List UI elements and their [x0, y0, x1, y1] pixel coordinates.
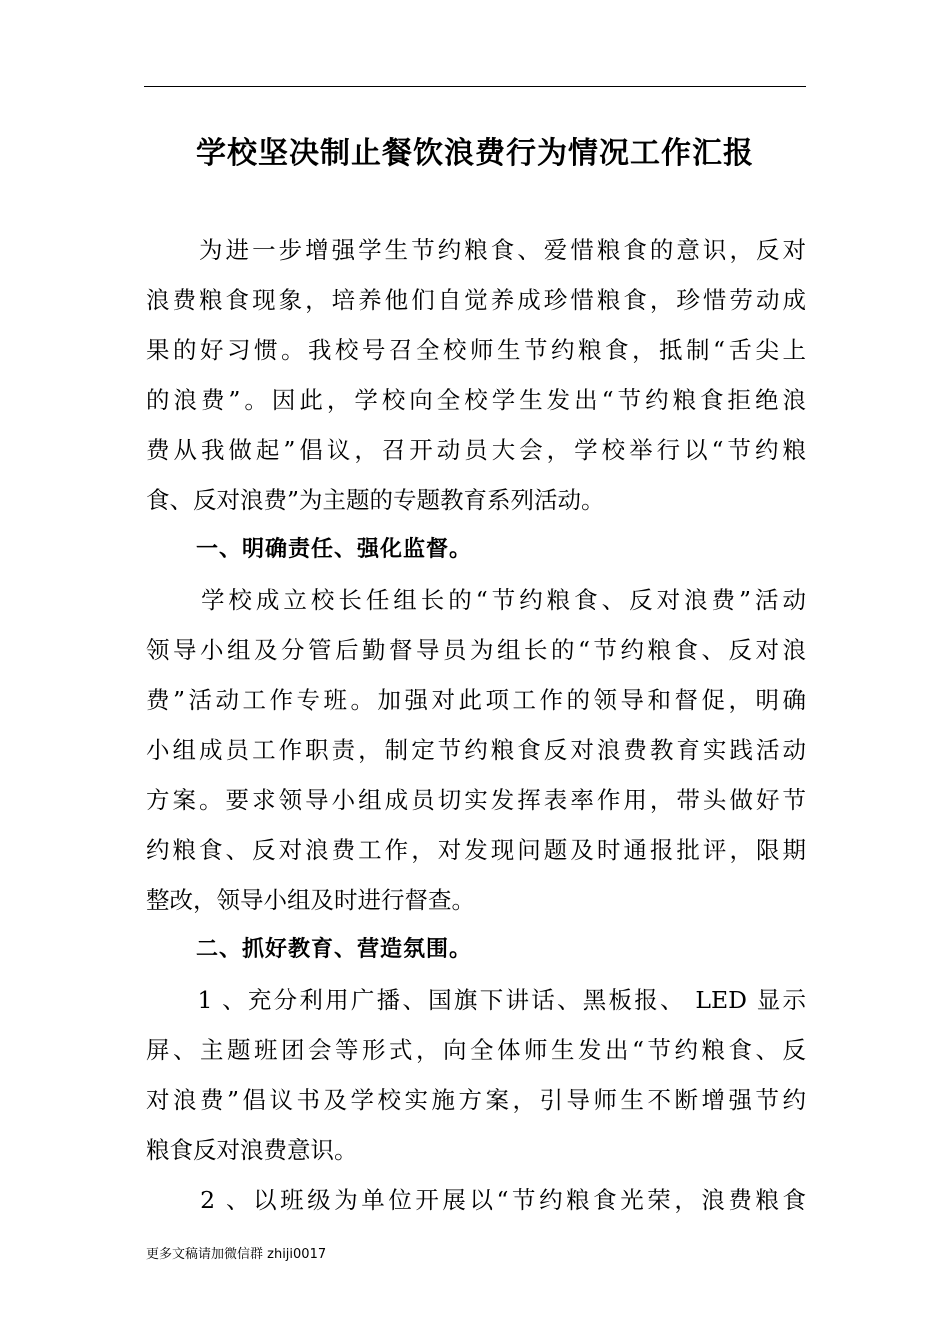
paragraph-1-line: 费从我做起”倡议，召开动员大会，学校举行以“节约粮 — [146, 436, 806, 464]
document-title: 学校坚决制止餐饮浪费行为情况工作汇报 — [196, 136, 754, 171]
section-heading-2: 二、抓好教育、营造氛围。 — [196, 937, 473, 962]
paragraph-2-line: 约粮食、反对浪费工作，对发现问题及时通报批评，限期 — [146, 836, 806, 864]
paragraph-2-line: 学校成立校长任组长的“节约粮食、反对浪费”活动 — [146, 586, 806, 614]
paragraph-3-line: 粮食反对浪费意识。 — [146, 1136, 358, 1164]
header-rule — [144, 86, 806, 87]
paragraph-1-line: 果的好习惯。我校号召全校师生节约粮食，抵制“舌尖上 — [146, 336, 806, 364]
footer-note: 更多文稿请加微信群 zhiji0017 — [146, 1247, 327, 1262]
section-heading-1: 一、明确责任、强化监督。 — [196, 537, 473, 562]
paragraph-3-line: 1 、充分利用广播、国旗下讲话、黑板报、 LED 显示 — [146, 986, 806, 1014]
paragraph-1-line: 浪费粮食现象，培养他们自觉养成珍惜粮食，珍惜劳动成 — [146, 286, 806, 314]
paragraph-1-line: 为进一步增强学生节约粮食、爱惜粮食的意识，反对 — [146, 236, 806, 264]
paragraph-1-line: 的浪费”。因此，学校向全校学生发出“节约粮食拒绝浪 — [146, 386, 806, 414]
paragraph-2-line: 领导小组及分管后勤督导员为组长的“节约粮食、反对浪 — [146, 636, 806, 664]
paragraph-1-line: 食、反对浪费”为主题的专题教育系列活动。 — [146, 486, 605, 514]
paragraph-3-line: 对浪费”倡议书及学校实施方案，引导师生不断增强节约 — [146, 1086, 806, 1114]
paragraph-2-line: 费”活动工作专班。加强对此项工作的领导和督促，明确 — [146, 686, 806, 714]
paragraph-3-line: 屏、主题班团会等形式，向全体师生发出“节约粮食、反 — [146, 1036, 806, 1064]
paragraph-2-line: 方案。要求领导小组成员切实发挥表率作用，带头做好节 — [146, 786, 806, 814]
paragraph-2-line: 整改，领导小组及时进行督查。 — [146, 886, 475, 914]
paragraph-4-line: 2 、以班级为单位开展以“节约粮食光荣，浪费粮食 — [146, 1186, 806, 1214]
paragraph-2-line: 小组成员工作职责，制定节约粮食反对浪费教育实践活动 — [146, 736, 806, 764]
